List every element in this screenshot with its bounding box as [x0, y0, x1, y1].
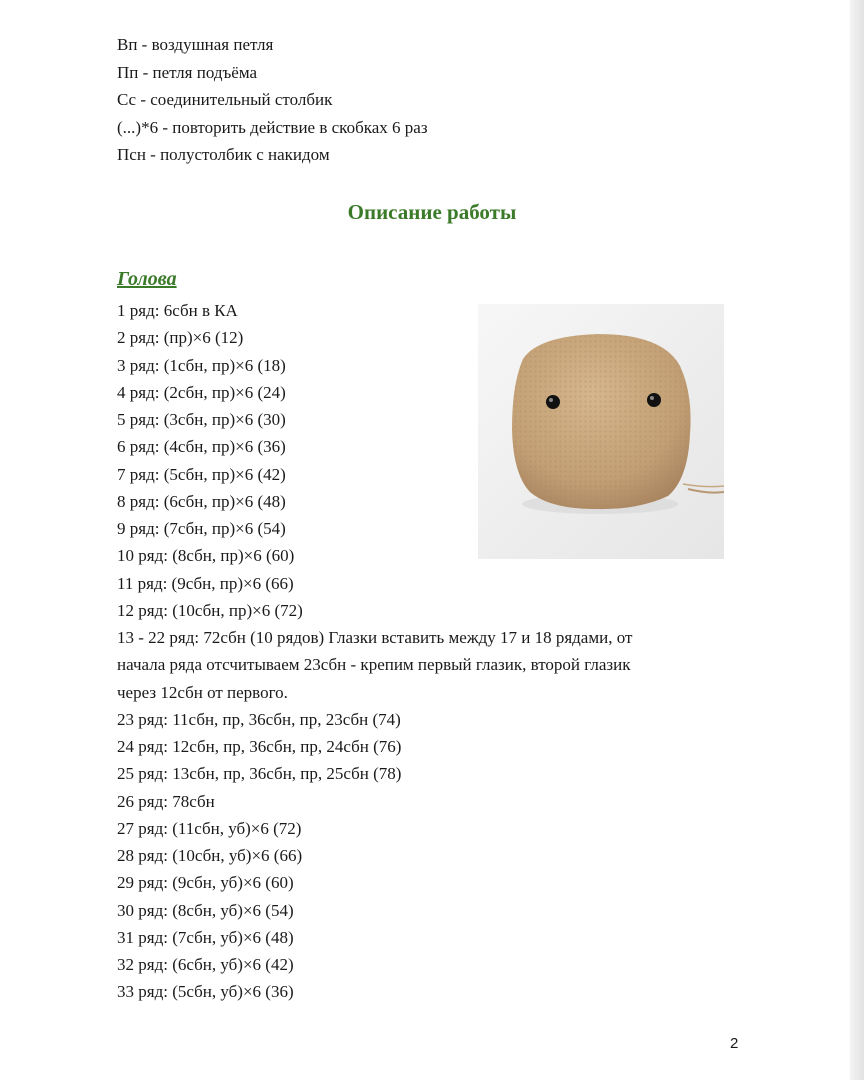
page-number: 2: [730, 1035, 739, 1052]
section-title: Описание работы: [347, 200, 517, 224]
abbreviations-list: [117, 31, 428, 169]
page-edge: [850, 0, 864, 1080]
abbreviation-item: Вп - воздушная петля: [117, 35, 274, 54]
abbreviation-item: (...)*6 - повторить действие в скобках 6 раз: [117, 117, 428, 137]
pattern-row: 4 ряд: (2сбн, пр)×6 (24): [117, 382, 286, 402]
pattern-row: 26 ряд: 78сбн: [117, 791, 215, 811]
pattern-row: начала ряда отсчитываем 23сбн - крепим первый глазик, второй глазик: [117, 655, 631, 675]
pattern-row: 12 ряд: (10сбн, пр)×6 (72): [117, 600, 303, 620]
pattern-row: 29 ряд: (9сбн, уб)×6 (60): [117, 873, 294, 893]
knit-texture: [512, 334, 691, 509]
pattern-row: 13 - 22 ряд: 72сбн (10 рядов) Глазки вставить между 17 и 18 рядами, от: [117, 628, 633, 647]
pattern-row: 9 ряд: (7сбн, пр)×6 (54): [117, 519, 286, 538]
pattern-row: 10 ряд: (8сбн, пр)×6 (60): [117, 546, 295, 566]
pattern-row: 3 ряд: (1сбн, пр)×6 (18): [117, 355, 286, 375]
abbreviation-item: Сс - соединительный столбик: [117, 90, 333, 109]
yarn-tail: [683, 484, 724, 487]
abbreviation-item: Пп - петля подъёма: [117, 62, 258, 82]
pattern-row: 24 ряд: 12сбн, пр, 36сбн, пр, 24сбн (76): [117, 737, 402, 756]
pattern-row: 32 ряд: (6сбн, уб)×6 (42): [117, 955, 294, 974]
pattern-row: 28 ряд: (10сбн, уб)×6 (66): [117, 846, 303, 865]
pattern-row: через 12сбн от первого.: [117, 682, 288, 702]
pattern-row: 2 ряд: (пр)×6 (12): [117, 328, 244, 348]
subsection-title: Голова: [117, 268, 177, 290]
pattern-row: 6 ряд: (4сбн, пр)×6 (36): [117, 437, 286, 457]
crochet-head-illustration: [478, 304, 724, 559]
pattern-row: 5 ряд: (3сбн, пр)×6 (30): [117, 410, 286, 429]
pattern-row: 33 ряд: (5сбн, уб)×6 (36): [117, 982, 294, 1002]
pattern-row: 25 ряд: 13сбн, пр, 36сбн, пр, 25сбн (78): [117, 764, 402, 784]
pattern-row: 1 ряд: 6сбн в КА: [117, 301, 238, 320]
pattern-row: 27 ряд: (11сбн, уб)×6 (72): [117, 818, 302, 838]
pattern-row: 23 ряд: 11сбн, пр, 36сбн, пр, 23сбн (74): [117, 709, 401, 729]
crochet-head-photo: [478, 304, 724, 559]
pattern-row: 11 ряд: (9сбн, пр)×6 (66): [117, 573, 294, 593]
eye-right-highlight: [650, 396, 654, 400]
pattern-row: 31 ряд: (7сбн, уб)×6 (48): [117, 927, 294, 947]
pattern-row: 7 ряд: (5сбн, пр)×6 (42): [117, 464, 286, 484]
eye-left-highlight: [549, 398, 553, 402]
yarn-tail: [688, 489, 724, 493]
pattern-row: 8 ряд: (6сбн, пр)×6 (48): [117, 491, 286, 511]
pattern-row: 30 ряд: (8сбн, уб)×6 (54): [117, 900, 294, 920]
eye-left: [546, 395, 560, 409]
eye-right: [647, 393, 661, 407]
abbreviation-item: Псн - полустолбик с накидом: [117, 145, 330, 164]
